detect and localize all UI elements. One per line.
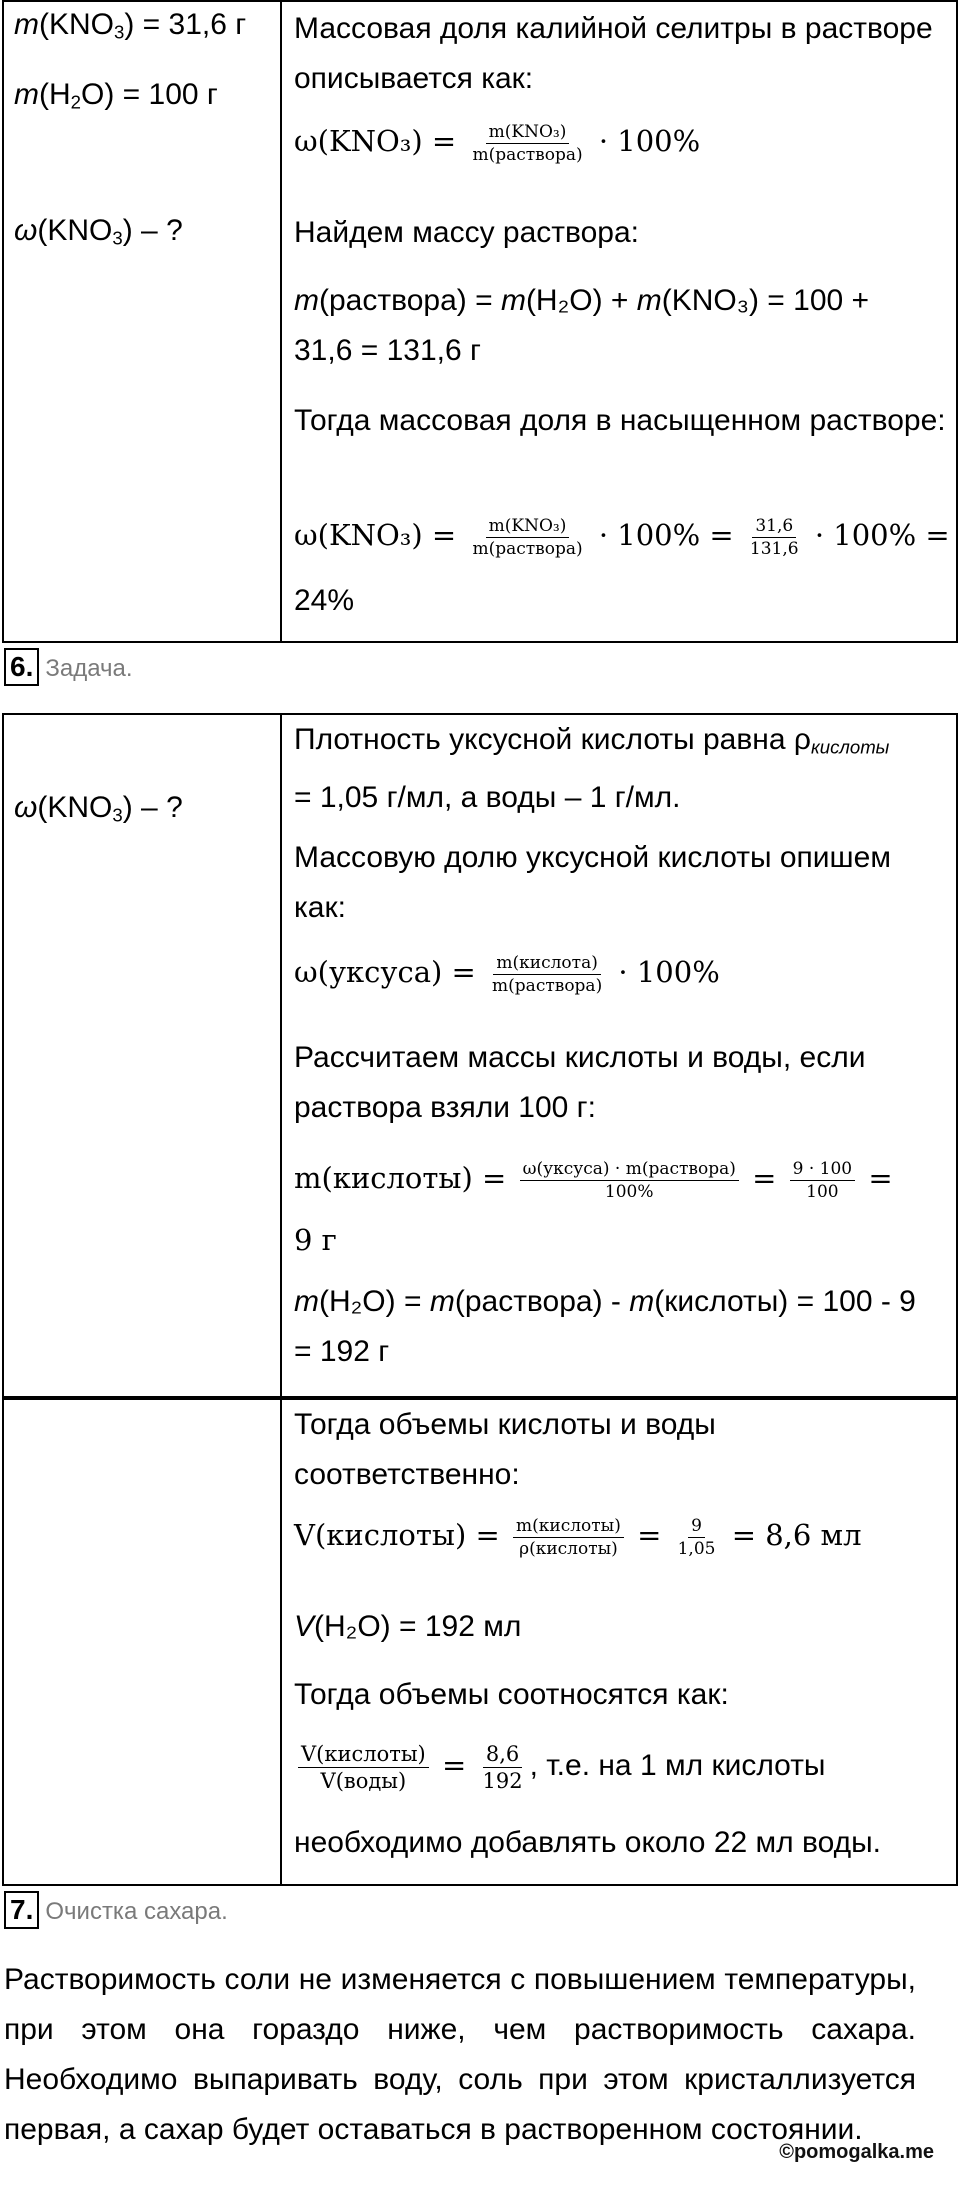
numerator: 31,6 xyxy=(752,515,796,538)
formula-acid-volume xyxy=(294,1510,946,1560)
text-line: Тогда объемы соотносятся как: xyxy=(294,1678,729,1711)
formula-tail: · 100% xyxy=(598,124,701,158)
numerator: m(кислоты) xyxy=(513,1515,624,1538)
section-title: Очистка сахара. xyxy=(45,1898,228,1925)
section-6-heading xyxy=(4,648,133,686)
text-line: Массовая доля калийной селитры в растворе описывается как: xyxy=(294,12,933,95)
text-line: Тогда массовая доля в насыщенном растворе: xyxy=(294,404,946,437)
denominator: m(раствора) xyxy=(472,144,583,165)
denominator: m(раствора) xyxy=(472,538,583,559)
denominator: 100 xyxy=(806,1181,839,1202)
density-subscript: кислоты xyxy=(810,736,890,758)
numerator: m(кислота) xyxy=(493,952,600,975)
formula-result-value: 24% xyxy=(294,584,355,617)
formula-lhs: V(кислоты) = xyxy=(294,1518,500,1552)
calc-part: (H₂O) + xyxy=(525,284,637,317)
solution-column xyxy=(282,715,956,1396)
text-line: Массовую долю уксусной кислоты опишем как: xyxy=(294,841,891,924)
formula-acid-mass xyxy=(294,1153,946,1203)
fraction xyxy=(790,1158,855,1203)
text-part: Плотность уксусной кислоты равна ρ xyxy=(294,723,811,756)
formula-mass-fraction xyxy=(294,116,946,166)
equals-sign: = xyxy=(441,1748,467,1782)
answer-paragraph: Растворимость соли не изменяется с повышением температуры, при этом она гораздо ниже, чем растворимость сахара. Необходимо выпаривать воду, соль при этом кристаллизуется первая, а сахар будет оставаться в растворенном состоянии. xyxy=(4,1963,916,2146)
denominator: V(воды) xyxy=(320,1768,407,1793)
section-number: 6. xyxy=(4,648,39,686)
equals-sign: = xyxy=(752,1161,777,1195)
density-line xyxy=(294,715,946,823)
solution-table-1 xyxy=(2,0,958,643)
fraction xyxy=(298,1741,429,1794)
given-column xyxy=(4,2,282,641)
watermark: ©pomogalka.me xyxy=(779,2141,934,2163)
calc-part: (раствора) = xyxy=(319,284,501,317)
formula-lhs: ω(KNO₃) = xyxy=(294,124,457,158)
numerator: 9 xyxy=(688,1515,705,1538)
mass-solution-calc: m(раствора) = m(H₂O) + m(KNO₃) = 100 + 31,6 = 131,6 г xyxy=(294,284,870,367)
denominator: 1,05 xyxy=(677,1538,716,1559)
numerator: m(KNO₃) xyxy=(486,121,570,144)
equals-sign: = xyxy=(637,1518,662,1552)
fraction xyxy=(480,1741,526,1794)
numerator: V(кислоты) xyxy=(298,1741,429,1768)
numerator: ω(уксуса) · m(раствора) xyxy=(520,1158,739,1181)
equals-sign: = xyxy=(868,1161,893,1195)
given-column xyxy=(4,1400,282,1884)
denominator: m(раствора) xyxy=(492,975,603,996)
formula-tail: · 100% = xyxy=(814,518,950,552)
text-part: (H₂O) = 192 мл xyxy=(314,1610,522,1643)
denominator: 131,6 xyxy=(749,538,799,559)
numerator: 9 · 100 xyxy=(790,1158,855,1181)
calc-part: (кислоты) = 100 - 9 xyxy=(654,1285,916,1318)
formula-result xyxy=(294,510,950,560)
formula-lhs: m(кислоты) = xyxy=(294,1161,507,1195)
section-number: 7. xyxy=(4,1891,39,1929)
denominator: 100% xyxy=(604,1181,654,1202)
solution-column xyxy=(282,1400,956,1884)
calc-part: (раствора) - xyxy=(454,1285,630,1318)
section-7-heading xyxy=(4,1891,228,1929)
text-part: , т.е. на 1 мл кислоты xyxy=(529,1749,826,1782)
denominator: 192 xyxy=(482,1768,523,1793)
calc-part: (H₂O) = xyxy=(319,1285,430,1318)
formula-result: = 8,6 мл xyxy=(731,1518,862,1552)
formula-acid-fraction xyxy=(294,947,946,997)
text-line: Рассчитаем массы кислоты и воды, если раствора взяли 100 г: xyxy=(294,1041,866,1124)
fraction xyxy=(489,952,605,997)
section-title: Задача. xyxy=(45,655,133,682)
formula-lhs: ω(уксуса) = xyxy=(294,955,476,989)
fraction xyxy=(469,515,585,560)
solution-table-2 xyxy=(2,713,958,1398)
formula-lhs: ω(KNO₃) = xyxy=(294,518,457,552)
water-volume-line: V(H₂O) = 192 мл xyxy=(294,1610,522,1643)
given-mass-water: $m(H_2O) = 100$ г xyxy=(14,78,218,113)
text-line: необходимо добавлять около 22 мл воды. xyxy=(294,1826,882,1859)
given-column xyxy=(4,715,282,1396)
water-mass-calc: m(H₂O) = m(раствора) - m(кислоты) = 100 - 9 = 192 г xyxy=(294,1285,916,1368)
formula-acid-mass-result: 9 г xyxy=(294,1223,337,1257)
fraction xyxy=(469,121,585,166)
numerator: 8,6 xyxy=(483,1741,522,1768)
volume-ratio-line xyxy=(294,1740,946,1794)
calc-part: 31,6 = 131,6 г xyxy=(294,334,481,367)
text-line: Тогда объемы кислоты и воды соответственно: xyxy=(294,1408,716,1491)
solution-table-3 xyxy=(2,1398,958,1886)
denominator: ρ(кислоты) xyxy=(519,1538,618,1559)
formula-tail: · 100% xyxy=(618,955,720,989)
given-mass-kno3: $m(KNO_3) = 31,6$ г xyxy=(14,8,247,43)
find-mass-fraction: $\omega(KNO_3)$ – ? xyxy=(14,214,183,249)
text-part: = 1,05 г/мл, а воды – 1 г/мл. xyxy=(294,780,681,814)
find-mass-fraction: $\omega(KNO_3)$ – ? xyxy=(14,791,183,826)
formula-mid: · 100% = xyxy=(598,518,734,552)
calc-part: = 192 г xyxy=(294,1335,390,1368)
ratio-formula xyxy=(294,1741,530,1793)
fraction xyxy=(747,515,802,560)
calc-part: (KNO₃) = 100 + xyxy=(661,284,870,317)
numerator: m(KNO₃) xyxy=(486,515,570,538)
text-line: Найдем массу раствора: xyxy=(294,216,639,249)
solution-column xyxy=(282,2,956,641)
fraction xyxy=(513,1515,624,1560)
fraction xyxy=(675,1515,719,1560)
fraction xyxy=(520,1158,739,1203)
